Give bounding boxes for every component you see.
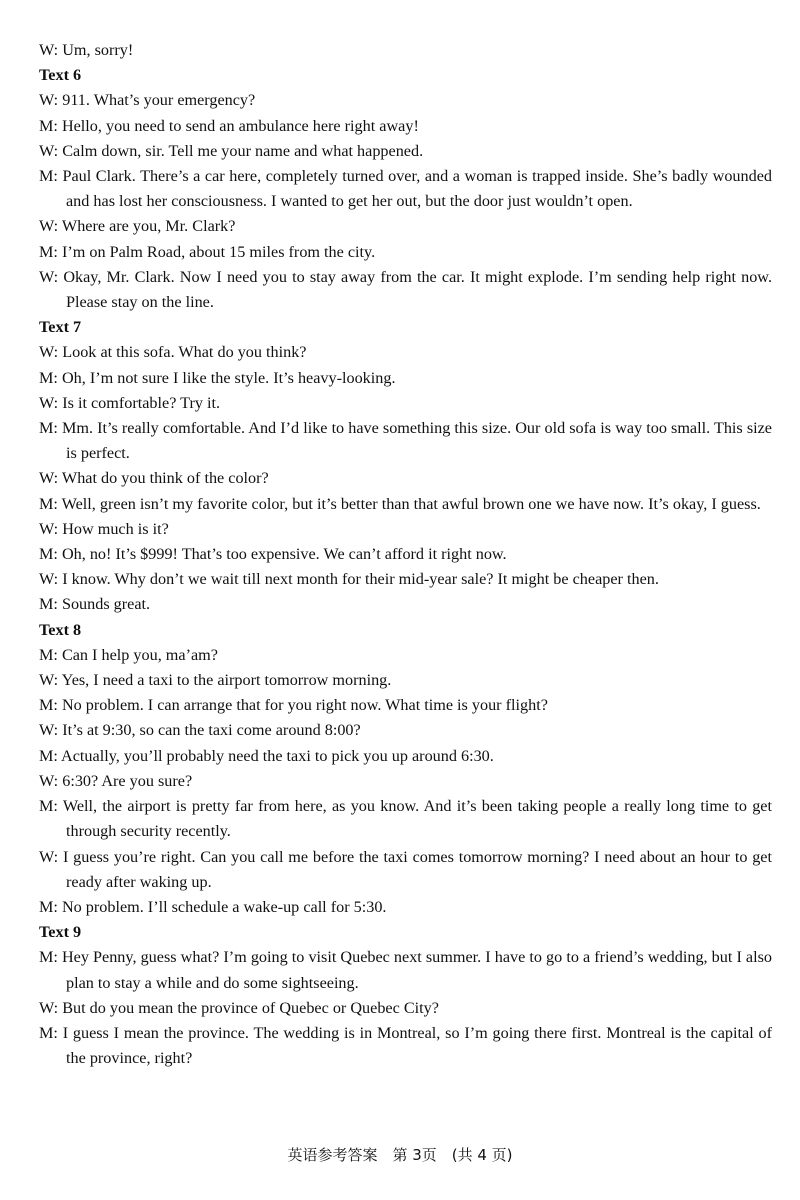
dialogue-line: M: Sounds great. bbox=[39, 595, 151, 614]
dialogue-line: M: Mm. It’s really comfortable. And I’d like to have something this size. Our old sofa is way too small. This size is perfect. bbox=[39, 419, 772, 463]
dialogue-line: W: How much is it? bbox=[39, 519, 169, 538]
dialogue-line: M: Oh, no! It’s $999! That’s too expensive. We can’t afford it right now. bbox=[39, 545, 507, 564]
dialogue-line: W: Um, sorry! bbox=[39, 41, 134, 59]
dialogue-line: M: I’m on Palm Road, about 15 miles from the city. bbox=[39, 242, 376, 261]
dialogue-line: M: No problem. I’ll schedule a wake-up call for 5:30. bbox=[39, 897, 387, 916]
dialogue-line: W: 911. What’s your emergency? bbox=[39, 91, 256, 110]
dialogue-line: M: No problem. I can arrange that for you right now. What time is your flight? bbox=[39, 696, 548, 715]
dialogue-line: W: Look at this sofa. What do you think? bbox=[39, 343, 307, 362]
dialogue-line: M: Paul Clark. There’s a car here, completely turned over, and a woman is trapped inside. She’s badly wounded and has lost her consciousness. I wanted to get her out, but the door just wouldn’t open. bbox=[39, 167, 772, 211]
dialogue-line: M: Hello, you need to send an ambulance here right away! bbox=[39, 116, 419, 135]
dialogue-line: M: Actually, you’ll probably need the taxi to pick you up around 6:30. bbox=[39, 746, 494, 765]
dialogue-line: M: Oh, I’m not sure I like the style. It’s heavy-looking. bbox=[39, 368, 396, 387]
section-heading: Text 7 bbox=[39, 318, 82, 337]
section-heading: Text 6 bbox=[39, 66, 82, 85]
dialogue-line: W: I know. Why don’t we wait till next month for their mid-year sale? It might be cheaper then. bbox=[39, 570, 659, 589]
section-heading: Text 8 bbox=[39, 620, 82, 639]
dialogue-line: M: Hey Penny, guess what? I’m going to visit Quebec next summer. I have to go to a friend’s wedding, but I also plan to stay a while and do some sightseeing. bbox=[39, 948, 772, 992]
dialogue-line: W: Is it comfortable? Try it. bbox=[39, 393, 221, 412]
dialogue-line: W: Where are you, Mr. Clark? bbox=[39, 217, 236, 236]
dialogue-line: W: But do you mean the province of Quebec or Quebec City? bbox=[39, 998, 439, 1017]
dialogue-line: W: Calm down, sir. Tell me your name and what happened. bbox=[39, 141, 424, 160]
transcript-body bbox=[39, 38, 772, 1071]
dialogue-line: W: What do you think of the color? bbox=[39, 469, 269, 488]
section-heading: Text 9 bbox=[39, 923, 82, 942]
dialogue-line: M: Can I help you, ma’am? bbox=[39, 645, 218, 664]
page-footer: 英语参考答案 第 3页 (共 4 页) bbox=[287, 1146, 513, 1164]
dialogue-line: M: Well, the airport is pretty far from here, as you know. And it’s been taking people a really long time to get through security recently. bbox=[39, 797, 772, 841]
dialogue-line: W: I guess you’re right. Can you call me before the taxi comes tomorrow morning? I need about an hour to get ready after waking up. bbox=[39, 847, 772, 891]
dialogue-line: W: Yes, I need a taxi to the airport tomorrow morning. bbox=[39, 671, 392, 690]
dialogue-line: M: Well, green isn’t my favorite color, but it’s better than that awful brown one we have now. It’s okay, I guess. bbox=[39, 494, 761, 513]
dialogue-line: W: It’s at 9:30, so can the taxi come around 8:00? bbox=[39, 721, 361, 740]
dialogue-line: M: I guess I mean the province. The wedding is in Montreal, so I’m going there first. Montreal is the capital of the province, right? bbox=[39, 1023, 772, 1068]
dialogue-line: W: Okay, Mr. Clark. Now I need you to stay away from the car. It might explode. I’m sending help right now. Please stay on the line. bbox=[39, 267, 772, 312]
dialogue-line: W: 6:30? Are you sure? bbox=[39, 771, 193, 790]
